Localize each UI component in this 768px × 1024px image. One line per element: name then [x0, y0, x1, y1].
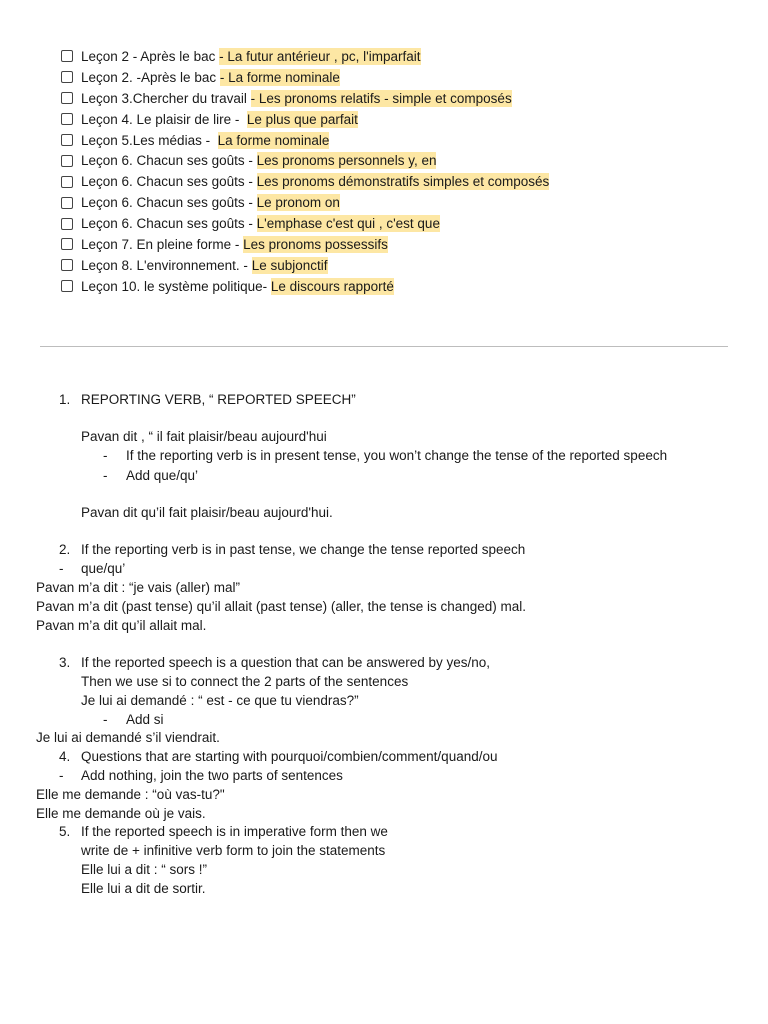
checklist-item: [61, 213, 549, 234]
bullet-text: Add nothing, join the two parts of sentences: [81, 768, 343, 783]
checklist-item: [61, 276, 549, 297]
bullet-text: que/qu’: [81, 561, 126, 576]
section-text: write de + infinitive verb form to join the statements: [81, 843, 386, 858]
example-sentence: Pavan m’a dit qu’il allait mal.: [36, 618, 207, 633]
checkbox[interactable]: [61, 92, 73, 104]
highlighted-topic: La forme nominale: [217, 132, 330, 148]
highlighted-topic: Les pronoms démonstratifs simples et composés: [256, 174, 550, 190]
lesson-title: Leçon 3.Chercher du travail: [81, 90, 251, 106]
checklist-item: [61, 130, 549, 151]
lesson-title: Leçon 10. le système politique-: [81, 278, 271, 294]
lesson-title: Leçon 6. Chacun ses goûts -: [81, 216, 257, 232]
checklist-item: [61, 255, 549, 276]
checklist-item: [61, 150, 549, 171]
lesson-title: Leçon 6. Chacun ses goûts -: [81, 153, 257, 169]
checkbox[interactable]: [61, 134, 73, 146]
bullet-dash: -: [59, 768, 64, 783]
checklist-item: [61, 192, 549, 213]
highlighted-topic: Le pronom on: [256, 195, 340, 211]
highlighted-topic: Les pronoms possessifs: [243, 236, 388, 252]
example-sentence: Elle lui a dit de sortir.: [81, 881, 206, 896]
list-number: 2.: [59, 542, 71, 557]
list-number: 4.: [59, 749, 71, 764]
highlighted-topic: - Les pronoms relatifs - simple et composés: [250, 90, 512, 106]
section-heading: REPORTING VERB, “ REPORTED SPEECH”: [81, 392, 356, 407]
example-sentence: Elle me demande où je vais.: [36, 806, 206, 821]
bullet-dash: -: [103, 448, 108, 463]
checkbox[interactable]: [61, 197, 73, 209]
lesson-title: Leçon 6. Chacun ses goûts -: [81, 174, 257, 190]
bullet-text: Add si: [126, 712, 164, 727]
lesson-title: Leçon 8. L'environnement. -: [81, 257, 252, 273]
highlighted-topic: Le subjonctif: [251, 257, 328, 273]
highlighted-topic: - La forme nominale: [219, 69, 340, 85]
section-text: Then we use si to connect the 2 parts of the sentences: [81, 674, 409, 689]
checkbox[interactable]: [61, 155, 73, 167]
bullet-dash: -: [103, 712, 108, 727]
checkbox[interactable]: [61, 218, 73, 230]
highlighted-topic: L'emphase c'est qui , c'est que: [256, 216, 440, 232]
checkbox[interactable]: [61, 113, 73, 125]
example-sentence: Je lui ai demandé s’il viendrait.: [36, 730, 220, 745]
lesson-checklist: [61, 46, 549, 297]
checkbox[interactable]: [61, 259, 73, 271]
section-heading: If the reporting verb is in past tense, we change the tense reported speech: [81, 542, 526, 557]
example-sentence: Elle lui a dit : “ sors !”: [81, 862, 208, 877]
highlighted-topic: Le plus que parfait: [246, 111, 358, 127]
example-sentence: Je lui ai demandé : “ est - ce que tu viendras?”: [81, 693, 359, 708]
example-sentence: Pavan dit qu’il fait plaisir/beau aujourd'hui.: [81, 505, 333, 520]
example-sentence: Elle me demande : “où vas-tu?": [36, 787, 225, 802]
highlighted-topic: Le discours rapporté: [270, 278, 394, 294]
bullet-text: Add que/qu’: [126, 468, 199, 483]
checklist-item: [61, 234, 549, 255]
checkbox[interactable]: [61, 71, 73, 83]
checklist-item: [61, 67, 549, 88]
section-heading: If the reported speech is a question that can be answered by yes/no,: [81, 655, 491, 670]
list-number: 5.: [59, 824, 71, 839]
example-sentence: Pavan m’a dit (past tense) qu’il allait (past tense) (aller, the tense is changed) mal.: [36, 599, 526, 614]
checklist-item: [61, 109, 549, 130]
lesson-title: Leçon 6. Chacun ses goûts -: [81, 195, 257, 211]
lesson-title: Leçon 5.Les médias -: [81, 132, 218, 148]
list-number: 3.: [59, 655, 71, 670]
checkbox[interactable]: [61, 50, 73, 62]
section-heading: Questions that are starting with pourquoi/combien/comment/quand/ou: [81, 749, 498, 764]
lesson-title: Leçon 7. En pleine forme -: [81, 236, 244, 252]
bullet-text: If the reporting verb is in present tense, you won’t change the tense of the reported speech: [126, 448, 668, 463]
bullet-dash: -: [59, 561, 64, 576]
lesson-title: Leçon 4. Le plaisir de lire -: [81, 111, 247, 127]
highlighted-topic: Les pronoms personnels y, en: [256, 153, 437, 169]
list-number: 1.: [59, 392, 71, 407]
checkbox[interactable]: [61, 176, 73, 188]
lesson-title: Leçon 2. -Après le bac: [81, 69, 220, 85]
highlighted-topic: - La futur antérieur , pc, l'imparfait: [219, 48, 421, 64]
checklist-item: [61, 171, 549, 192]
checklist-item: [61, 46, 549, 67]
horizontal-divider: [40, 346, 728, 347]
bullet-dash: -: [103, 468, 108, 483]
example-sentence: Pavan m’a dit : “je vais (aller) mal”: [36, 580, 241, 595]
checklist-item: [61, 88, 549, 109]
checkbox[interactable]: [61, 280, 73, 292]
example-sentence: Pavan dit , “ il fait plaisir/beau aujourd'hui: [81, 429, 327, 444]
section-heading: If the reported speech is in imperative form then we: [81, 824, 388, 839]
checkbox[interactable]: [61, 238, 73, 250]
lesson-title: Leçon 2 - Après le bac: [81, 48, 220, 64]
